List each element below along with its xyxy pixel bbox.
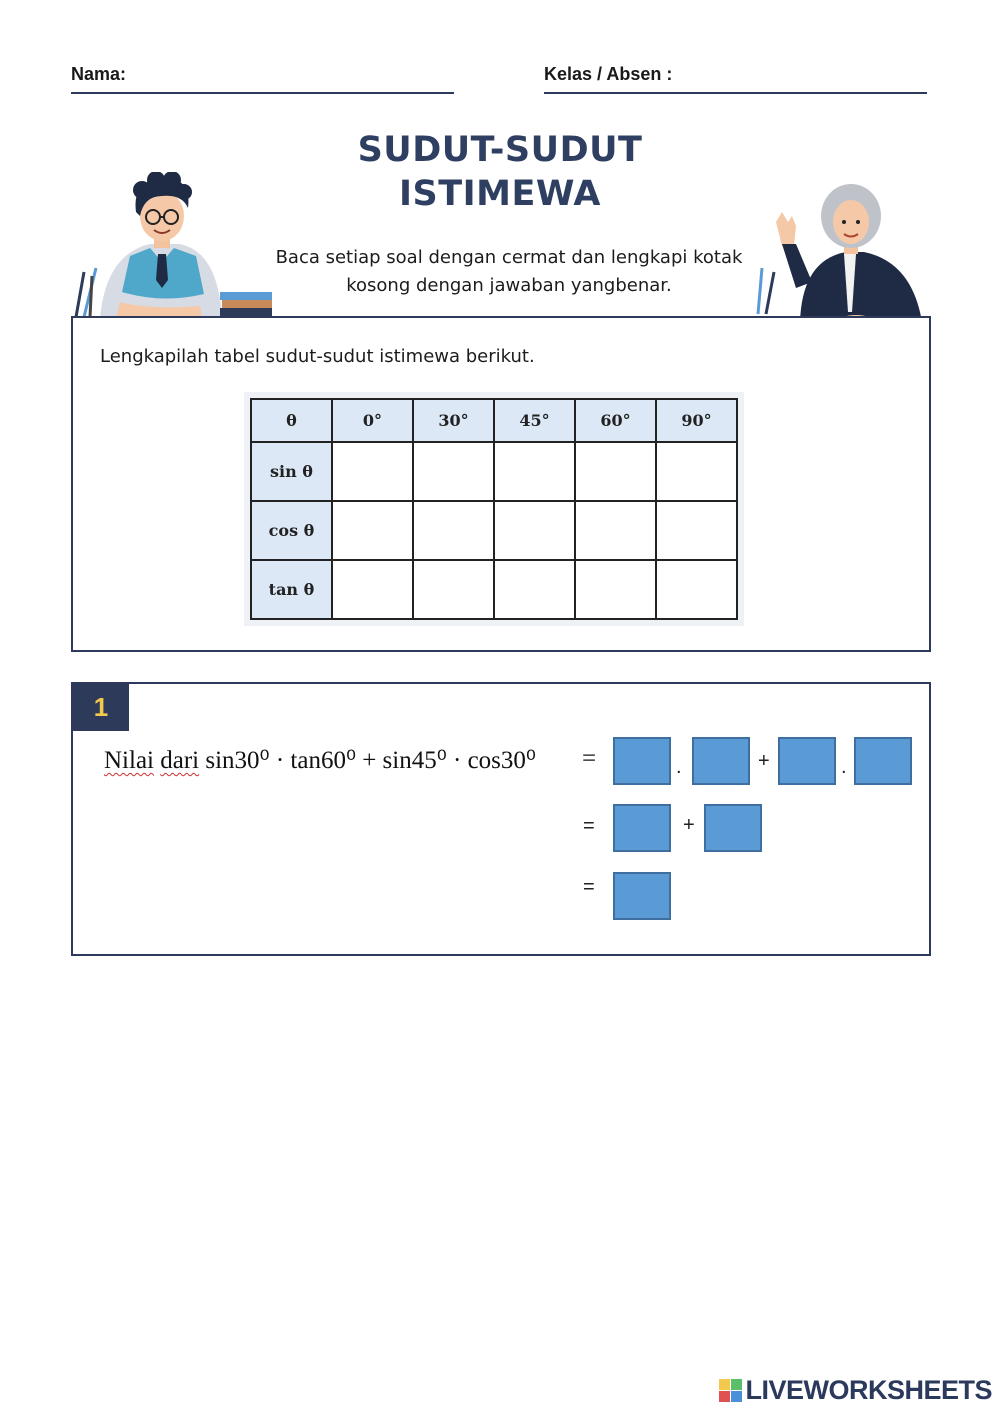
equals-sign-3: =: [583, 876, 595, 898]
answer-box-7[interactable]: [613, 872, 671, 920]
trig-table: [250, 398, 738, 620]
plus-operator-1: +: [758, 750, 770, 772]
table-row: [251, 501, 737, 560]
answer-box-2[interactable]: [692, 737, 750, 785]
class-label: Kelas / Absen :: [544, 64, 673, 84]
row-label-sin: sin θ: [251, 442, 332, 501]
equals-sign-2: =: [583, 815, 595, 837]
prompt-word-dari: dari: [160, 747, 200, 774]
instructions-line-1: Baca setiap soal dengan cermat dan lengkapi kotak: [275, 247, 743, 268]
answer-box-6[interactable]: [704, 804, 762, 852]
dot-operator-2: .: [841, 756, 847, 778]
answer-cell-sin-0[interactable]: [332, 442, 413, 501]
question-number-badge: 1: [73, 683, 129, 731]
answer-cell-tan-90[interactable]: [656, 560, 737, 619]
header-45: 45°: [494, 399, 575, 442]
answer-cell-cos-90[interactable]: [656, 501, 737, 560]
table-row: [251, 442, 737, 501]
answer-cell-cos-45[interactable]: [494, 501, 575, 560]
liveworksheets-logo-icon: [719, 1379, 742, 1402]
header-90: 90°: [656, 399, 737, 442]
row-label-tan: tan θ: [251, 560, 332, 619]
equals-sign-1: =: [582, 745, 597, 772]
title-line-2: ISTIMEWA: [399, 174, 601, 214]
answer-cell-sin-90[interactable]: [656, 442, 737, 501]
name-line: [71, 92, 454, 94]
answer-cell-cos-60[interactable]: [575, 501, 656, 560]
student-illustration: [70, 172, 275, 318]
teacher-illustration: [752, 182, 930, 332]
answer-box-1[interactable]: [613, 737, 671, 785]
answer-box-4[interactable]: [854, 737, 912, 785]
plus-operator-2: +: [683, 814, 695, 836]
dot-operator-1: .: [676, 756, 682, 778]
instructions-line-2: kosong dengan jawaban yangbenar.: [346, 275, 672, 296]
question-1-prompt: [104, 745, 536, 775]
question-1-expression: sin30⁰ · tan60⁰ + sin45⁰ · cos30⁰: [205, 747, 536, 774]
answer-box-5[interactable]: [613, 804, 671, 852]
answer-cell-sin-60[interactable]: [575, 442, 656, 501]
table-task-text: Lengkapilah tabel sudut-sudut istimewa berikut.: [100, 346, 535, 367]
row-label-cos: cos θ: [251, 501, 332, 560]
answer-box-3[interactable]: [778, 737, 836, 785]
answer-cell-cos-30[interactable]: [413, 501, 494, 560]
answer-cell-sin-30[interactable]: [413, 442, 494, 501]
answer-cell-sin-45[interactable]: [494, 442, 575, 501]
name-label: Nama:: [71, 64, 127, 84]
prompt-word-nilai: Nilai: [104, 747, 154, 774]
instructions: [262, 244, 756, 300]
answer-cell-tan-60[interactable]: [575, 560, 656, 619]
title-line-1: SUDUT-SUDUT: [357, 130, 643, 170]
table-header-row: [251, 399, 737, 442]
header-theta: θ: [251, 399, 332, 442]
table-row: [251, 560, 737, 619]
answer-cell-tan-45[interactable]: [494, 560, 575, 619]
header-30: 30°: [413, 399, 494, 442]
worksheet-title: [300, 128, 700, 216]
answer-cell-cos-0[interactable]: [332, 501, 413, 560]
question-1-section: [71, 682, 931, 956]
answer-cell-tan-0[interactable]: [332, 560, 413, 619]
liveworksheets-brand-text: LIVEWORKSHEETS: [745, 1375, 992, 1405]
class-line: [544, 92, 927, 94]
header-0: 0°: [332, 399, 413, 442]
answer-cell-tan-30[interactable]: [413, 560, 494, 619]
header-60: 60°: [575, 399, 656, 442]
liveworksheets-footer[interactable]: [719, 1375, 992, 1406]
